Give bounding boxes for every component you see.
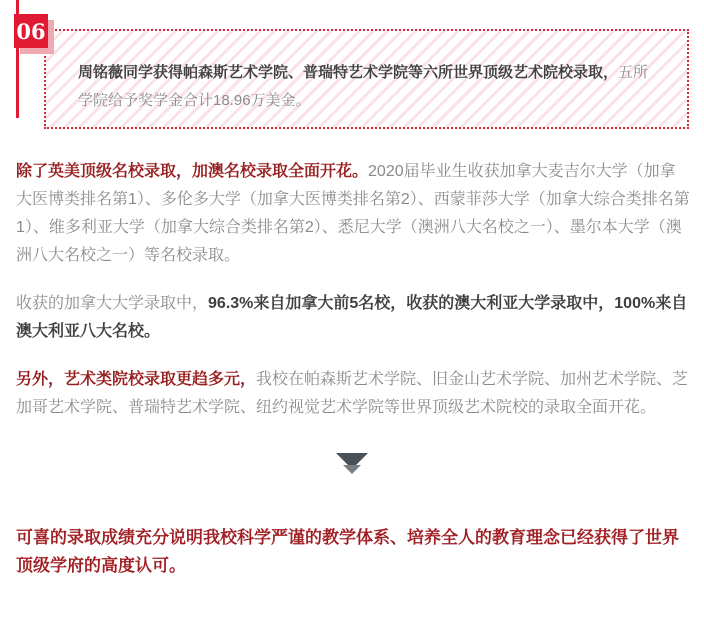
paragraph-uk-us-canada-australia [16,158,690,270]
section-number-badge [14,14,48,48]
highlight-bold-text: 周铭薇同学获得帕森斯艺术学院、普瑞特艺术学院等六所世界顶级艺术院校录取， [78,64,619,81]
paragraph-3-body: 我校在帕森斯艺术学院、旧金山艺术学院、加州艺术学院、芝加哥艺术学院、普瑞特艺术学院、纽约视觉艺术学院等世界顶级艺术院校的录取全面开花。 [16,371,689,416]
paragraph-2-lead: 收获的加拿大大学录取中， [16,295,209,312]
paragraph-3-lead: 另外，艺术类院校录取更趋多元， [16,371,257,388]
conclusion-text: 可喜的录取成绩充分说明我校科学严谨的教学体系、培养全人的教育理念已经获得了世界顶级学府的高度认可。 [16,528,679,575]
paragraph-2-body: 96.3%来自加拿大前5名校，收获的澳大利亚大学录取中，100%来自澳大利亚八大名校。 [16,295,688,340]
highlight-normal-text: 五所学院给予奖学金合计18.96万美金。 [78,64,649,109]
paragraph-art-schools [16,366,690,422]
paragraph-admission-stats [16,290,690,346]
highlight-callout-box [44,29,689,129]
paragraph-1-lead: 除了英美顶级名校录取，加澳名校录取全面开花。 [16,163,369,180]
section-divider [0,453,704,474]
double-down-arrow-icon [336,453,368,474]
article-body [16,158,690,442]
highlight-text [78,59,661,115]
section-number: 06 [16,18,46,44]
paragraph-1-body: 2020届毕业生收获加拿大麦吉尔大学（加拿大医博类排名第1）、多伦多大学（加拿大医博类排名第2）、西蒙菲莎大学（加拿大综合类排名第1）、维多利亚大学（加拿大综合类排名第2）、悉尼大学（澳洲八大名校之一）、墨尔本大学（澳洲八大名校之一）等名校录取。 [16,163,690,264]
arrow-triangle-small [343,465,361,474]
